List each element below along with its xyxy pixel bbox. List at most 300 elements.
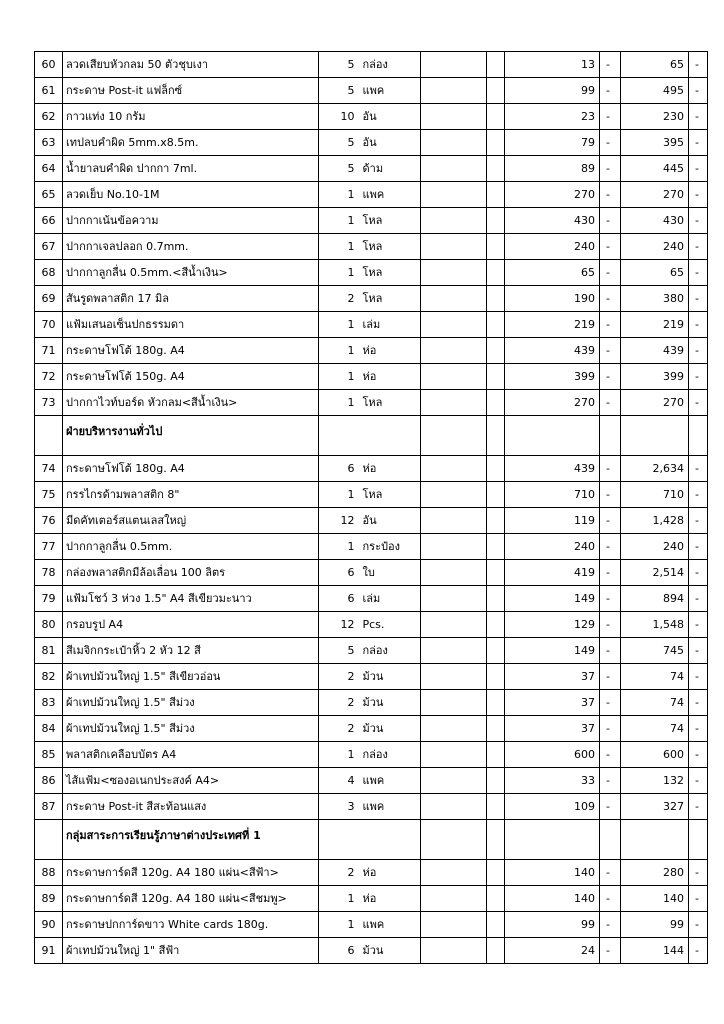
quantity: 5 [319, 130, 359, 156]
row-number: 84 [35, 716, 63, 742]
quantity [319, 416, 359, 456]
item-name: กระดาษโฟโต้ 180g. A4 [63, 456, 319, 482]
table-row [35, 716, 708, 742]
line-total: 495 [621, 78, 689, 104]
line-total: 710 [621, 482, 689, 508]
table-row [35, 78, 708, 104]
item-name: ปากกาเน้นข้อความ [63, 208, 319, 234]
blank-cell [487, 52, 505, 78]
row-number [35, 416, 63, 456]
dash-mark: - [600, 312, 621, 338]
item-name: กระดาษ Post-it สีสะท้อนแสง [63, 794, 319, 820]
blank-cell [487, 234, 505, 260]
unit: แพค [359, 794, 421, 820]
quantity: 1 [319, 364, 359, 390]
unit: ม้วน [359, 938, 421, 964]
item-name: ผ้าเทปม้วนใหญ่ 1.5" สีเขียวอ่อน [63, 664, 319, 690]
dash-mark: - [600, 938, 621, 964]
row-number: 69 [35, 286, 63, 312]
unit-price: 270 [505, 390, 600, 416]
dash-mark: - [600, 234, 621, 260]
unit-price: 149 [505, 638, 600, 664]
row-number: 78 [35, 560, 63, 586]
unit: อัน [359, 508, 421, 534]
line-total: 2,514 [621, 560, 689, 586]
blank-cell [487, 260, 505, 286]
dash-mark: - [600, 638, 621, 664]
row-number: 61 [35, 78, 63, 104]
unit: กล่อง [359, 52, 421, 78]
item-name: กระดาษปกการ์ดขาว White cards 180g. [63, 912, 319, 938]
unit: แพค [359, 78, 421, 104]
dash-mark: - [689, 208, 708, 234]
quantity: 12 [319, 508, 359, 534]
item-name: สันรูดพลาสติก 17 มิล [63, 286, 319, 312]
unit-price: 37 [505, 664, 600, 690]
unit: ม้วน [359, 664, 421, 690]
blank-cell [487, 390, 505, 416]
item-name: มีดคัทเตอร์สแตนเลสใหญ่ [63, 508, 319, 534]
row-number: 89 [35, 886, 63, 912]
blank-cell [421, 938, 487, 964]
line-total: 1,548 [621, 612, 689, 638]
dash-mark: - [689, 260, 708, 286]
item-name: แฟ้มโชว์ 3 ห่วง 1.5" A4 สีเขียวมะนาว [63, 586, 319, 612]
unit: ม้วน [359, 690, 421, 716]
quantity: 1 [319, 912, 359, 938]
dash-mark: - [689, 638, 708, 664]
row-number: 83 [35, 690, 63, 716]
blank-cell [421, 690, 487, 716]
blank-cell [421, 234, 487, 260]
item-name: แฟ้มเสนอเซ็นปกธรรมดา [63, 312, 319, 338]
dash-mark: - [689, 912, 708, 938]
item-name: พลาสติกเคลือบบัตร A4 [63, 742, 319, 768]
unit-price: 600 [505, 742, 600, 768]
item-name: ปากกาไวท์บอร์ด หัวกลม<สีน้ำเงิน> [63, 390, 319, 416]
unit-price: 430 [505, 208, 600, 234]
dash-mark: - [600, 182, 621, 208]
line-total: 240 [621, 234, 689, 260]
row-number: 86 [35, 768, 63, 794]
dash-mark: - [600, 560, 621, 586]
item-name: ผ้าเทปม้วนใหญ่ 1.5" สีม่วง [63, 690, 319, 716]
blank-cell [421, 508, 487, 534]
row-number: 76 [35, 508, 63, 534]
item-name: กระดาษ Post-it แฟล็กซ์ [63, 78, 319, 104]
dash-mark: - [600, 104, 621, 130]
table-row [35, 156, 708, 182]
dash-mark: - [689, 338, 708, 364]
table-row [35, 742, 708, 768]
blank-cell [487, 364, 505, 390]
blank-cell [487, 182, 505, 208]
table-row [35, 260, 708, 286]
quantity: 6 [319, 456, 359, 482]
table-row [35, 390, 708, 416]
blank-cell [421, 820, 487, 860]
dash-mark: - [600, 612, 621, 638]
blank-cell [487, 820, 505, 860]
item-name: กระดาษการ์ดสี 120g. A4 180 แผ่น<สีชมพู> [63, 886, 319, 912]
table-row [35, 312, 708, 338]
blank-cell [487, 612, 505, 638]
dash-mark: - [689, 390, 708, 416]
line-total: 395 [621, 130, 689, 156]
blank-cell [600, 820, 621, 860]
table-row [35, 560, 708, 586]
blank-cell [421, 664, 487, 690]
quantity: 2 [319, 286, 359, 312]
quantity: 2 [319, 664, 359, 690]
row-number: 74 [35, 456, 63, 482]
line-total: 399 [621, 364, 689, 390]
dash-mark: - [689, 794, 708, 820]
row-number: 79 [35, 586, 63, 612]
unit: ด้าม [359, 156, 421, 182]
row-number: 63 [35, 130, 63, 156]
row-number: 65 [35, 182, 63, 208]
table-row [35, 508, 708, 534]
blank-cell [421, 312, 487, 338]
quantity: 1 [319, 886, 359, 912]
quantity: 1 [319, 182, 359, 208]
unit-price: 270 [505, 182, 600, 208]
item-name: ผ้าเทปม้วนใหญ่ 1" สีฟ้า [63, 938, 319, 964]
unit: กล่อง [359, 638, 421, 664]
unit: โหล [359, 390, 421, 416]
table-row [35, 286, 708, 312]
item-name: ผ้าเทปม้วนใหญ่ 1.5" สีม่วง [63, 716, 319, 742]
unit: เล่ม [359, 312, 421, 338]
dash-mark: - [689, 456, 708, 482]
dash-mark: - [600, 482, 621, 508]
table-row [35, 130, 708, 156]
blank-cell [421, 78, 487, 104]
blank-cell [421, 156, 487, 182]
unit-price: 149 [505, 586, 600, 612]
blank-cell [421, 364, 487, 390]
unit-price: 439 [505, 456, 600, 482]
dash-mark: - [689, 286, 708, 312]
line-total: 430 [621, 208, 689, 234]
quantity: 5 [319, 156, 359, 182]
line-total: 140 [621, 886, 689, 912]
blank-cell [487, 690, 505, 716]
blank-cell [421, 912, 487, 938]
line-total: 600 [621, 742, 689, 768]
unit-price: 140 [505, 886, 600, 912]
unit: แพค [359, 768, 421, 794]
quantity: 6 [319, 560, 359, 586]
table-row [35, 860, 708, 886]
blank-cell [421, 886, 487, 912]
unit-price: 89 [505, 156, 600, 182]
item-name: กรอบรูป A4 [63, 612, 319, 638]
line-total: 1,428 [621, 508, 689, 534]
dash-mark: - [600, 130, 621, 156]
row-number: 60 [35, 52, 63, 78]
unit-price: 119 [505, 508, 600, 534]
blank-cell [421, 482, 487, 508]
row-number [35, 820, 63, 860]
blank-cell [421, 742, 487, 768]
blank-cell [487, 886, 505, 912]
quantity: 5 [319, 78, 359, 104]
unit-price: 65 [505, 260, 600, 286]
dash-mark: - [689, 104, 708, 130]
unit: ม้วน [359, 716, 421, 742]
row-number: 72 [35, 364, 63, 390]
unit: อัน [359, 130, 421, 156]
blank-cell [487, 742, 505, 768]
unit-price: 24 [505, 938, 600, 964]
unit: กระป๋อง [359, 534, 421, 560]
row-number: 90 [35, 912, 63, 938]
blank-cell [421, 416, 487, 456]
blank-cell [487, 104, 505, 130]
blank-cell [421, 560, 487, 586]
blank-cell [487, 912, 505, 938]
blank-cell [487, 208, 505, 234]
line-total: 74 [621, 716, 689, 742]
table-row [35, 52, 708, 78]
unit-price: 190 [505, 286, 600, 312]
blank-cell [421, 208, 487, 234]
dash-mark: - [600, 690, 621, 716]
line-total: 2,634 [621, 456, 689, 482]
dash-mark: - [689, 560, 708, 586]
quantity: 1 [319, 482, 359, 508]
item-name: น้ำยาลบคำผิด ปากกา 7ml. [63, 156, 319, 182]
table-row [35, 586, 708, 612]
dash-mark: - [600, 364, 621, 390]
blank-cell [421, 638, 487, 664]
row-number: 68 [35, 260, 63, 286]
unit-price: 13 [505, 52, 600, 78]
unit: แพค [359, 912, 421, 938]
row-number: 81 [35, 638, 63, 664]
table-row [35, 912, 708, 938]
dash-mark: - [600, 716, 621, 742]
blank-cell [421, 104, 487, 130]
line-total: 144 [621, 938, 689, 964]
quantity: 2 [319, 860, 359, 886]
blank-cell [487, 286, 505, 312]
blank-cell [505, 416, 600, 456]
unit-price: 140 [505, 860, 600, 886]
quantity: 1 [319, 312, 359, 338]
quantity: 10 [319, 104, 359, 130]
item-name: กรรไกรด้ามพลาสติก 8" [63, 482, 319, 508]
section-header-row [35, 820, 708, 860]
unit: อัน [359, 104, 421, 130]
blank-cell [689, 820, 708, 860]
unit-price: 99 [505, 912, 600, 938]
dash-mark: - [689, 156, 708, 182]
dash-mark: - [600, 768, 621, 794]
unit-price: 37 [505, 716, 600, 742]
line-total: 74 [621, 690, 689, 716]
quantity: 1 [319, 390, 359, 416]
line-total: 99 [621, 912, 689, 938]
row-number: 75 [35, 482, 63, 508]
unit: กล่อง [359, 742, 421, 768]
line-total: 219 [621, 312, 689, 338]
blank-cell [421, 260, 487, 286]
table-row [35, 364, 708, 390]
row-number: 91 [35, 938, 63, 964]
dash-mark: - [600, 78, 621, 104]
unit-price: 710 [505, 482, 600, 508]
dash-mark: - [600, 456, 621, 482]
dash-mark: - [600, 742, 621, 768]
blank-cell [689, 416, 708, 456]
blank-cell [421, 390, 487, 416]
line-total: 439 [621, 338, 689, 364]
unit-price: 23 [505, 104, 600, 130]
dash-mark: - [689, 716, 708, 742]
row-number: 73 [35, 390, 63, 416]
row-number: 77 [35, 534, 63, 560]
dash-mark: - [689, 78, 708, 104]
table-row [35, 338, 708, 364]
unit-price: 33 [505, 768, 600, 794]
blank-cell [421, 52, 487, 78]
quantity: 1 [319, 534, 359, 560]
dash-mark: - [600, 586, 621, 612]
row-number: 70 [35, 312, 63, 338]
dash-mark: - [689, 312, 708, 338]
row-number: 82 [35, 664, 63, 690]
unit: แพค [359, 182, 421, 208]
row-number: 66 [35, 208, 63, 234]
item-name: ลวดเย็บ No.10-1M [63, 182, 319, 208]
row-number: 62 [35, 104, 63, 130]
blank-cell [487, 560, 505, 586]
unit: โหล [359, 482, 421, 508]
item-name: สีเมจิกกระเป๋าหิ้ว 2 หัว 12 สี [63, 638, 319, 664]
item-name: กระดาษโฟโต้ 150g. A4 [63, 364, 319, 390]
blank-cell [487, 768, 505, 794]
dash-mark: - [600, 390, 621, 416]
blank-cell [487, 78, 505, 104]
dash-mark: - [689, 364, 708, 390]
table-row [35, 794, 708, 820]
dash-mark: - [689, 482, 708, 508]
line-total: 445 [621, 156, 689, 182]
blank-cell [487, 664, 505, 690]
line-total: 240 [621, 534, 689, 560]
blank-cell [487, 794, 505, 820]
dash-mark: - [689, 130, 708, 156]
quantity [319, 820, 359, 860]
table-row [35, 612, 708, 638]
blank-cell [421, 534, 487, 560]
blank-cell [487, 638, 505, 664]
quantity: 1 [319, 234, 359, 260]
dash-mark: - [600, 286, 621, 312]
unit: เล่ม [359, 586, 421, 612]
row-number: 80 [35, 612, 63, 638]
item-name: ไส้แฟ้ม<ซองอเนกประสงค์ A4> [63, 768, 319, 794]
quantity: 6 [319, 938, 359, 964]
row-number: 85 [35, 742, 63, 768]
dash-mark: - [689, 586, 708, 612]
table-row [35, 638, 708, 664]
blank-cell [487, 338, 505, 364]
blank-cell [600, 416, 621, 456]
quantity: 5 [319, 52, 359, 78]
blank-cell [421, 456, 487, 482]
table-row [35, 886, 708, 912]
unit: โหล [359, 260, 421, 286]
dash-mark: - [689, 860, 708, 886]
table-row [35, 664, 708, 690]
section-title: ฝ่ายบริหารงานทั่วไป [63, 416, 319, 456]
unit-price: 37 [505, 690, 600, 716]
row-number: 64 [35, 156, 63, 182]
item-name: เทปลบคำผิด 5mm.x8.5m. [63, 130, 319, 156]
unit-price: 439 [505, 338, 600, 364]
unit: ห่อ [359, 886, 421, 912]
item-name: ปากกาลูกลื่น 0.5mm.<สีน้ำเงิน> [63, 260, 319, 286]
blank-cell [421, 612, 487, 638]
line-total: 132 [621, 768, 689, 794]
dash-mark: - [689, 690, 708, 716]
unit-price: 109 [505, 794, 600, 820]
item-name: กระดาษการ์ดสี 120g. A4 180 แผ่น<สีฟ้า> [63, 860, 319, 886]
blank-cell [487, 586, 505, 612]
line-total: 65 [621, 52, 689, 78]
unit: โหล [359, 234, 421, 260]
table-row [35, 482, 708, 508]
dash-mark: - [600, 156, 621, 182]
dash-mark: - [600, 508, 621, 534]
table-row [35, 234, 708, 260]
blank-cell [487, 456, 505, 482]
unit: โหล [359, 208, 421, 234]
dash-mark: - [689, 234, 708, 260]
quantity: 2 [319, 716, 359, 742]
section-title: กลุ่มสาระการเรียนรู้ภาษาต่างประเทศที่ 1 [63, 820, 319, 860]
dash-mark: - [689, 182, 708, 208]
dash-mark: - [689, 508, 708, 534]
item-name: ปากกาลูกลื่น 0.5mm. [63, 534, 319, 560]
item-name: กระดาษโฟโต้ 180g. A4 [63, 338, 319, 364]
dash-mark: - [689, 768, 708, 794]
unit: โหล [359, 286, 421, 312]
blank-cell [421, 716, 487, 742]
unit: ห่อ [359, 338, 421, 364]
blank-cell [421, 182, 487, 208]
line-total: 230 [621, 104, 689, 130]
dash-mark: - [600, 794, 621, 820]
blank-cell [487, 156, 505, 182]
unit-price: 79 [505, 130, 600, 156]
unit-price: 219 [505, 312, 600, 338]
row-number: 71 [35, 338, 63, 364]
item-name: ลวดเสียบหัวกลม 50 ตัวชุบเงา [63, 52, 319, 78]
dash-mark: - [689, 742, 708, 768]
unit-price: 399 [505, 364, 600, 390]
unit [359, 820, 421, 860]
table-row [35, 768, 708, 794]
quantity: 2 [319, 690, 359, 716]
dash-mark: - [689, 886, 708, 912]
dash-mark: - [600, 260, 621, 286]
blank-cell [487, 534, 505, 560]
